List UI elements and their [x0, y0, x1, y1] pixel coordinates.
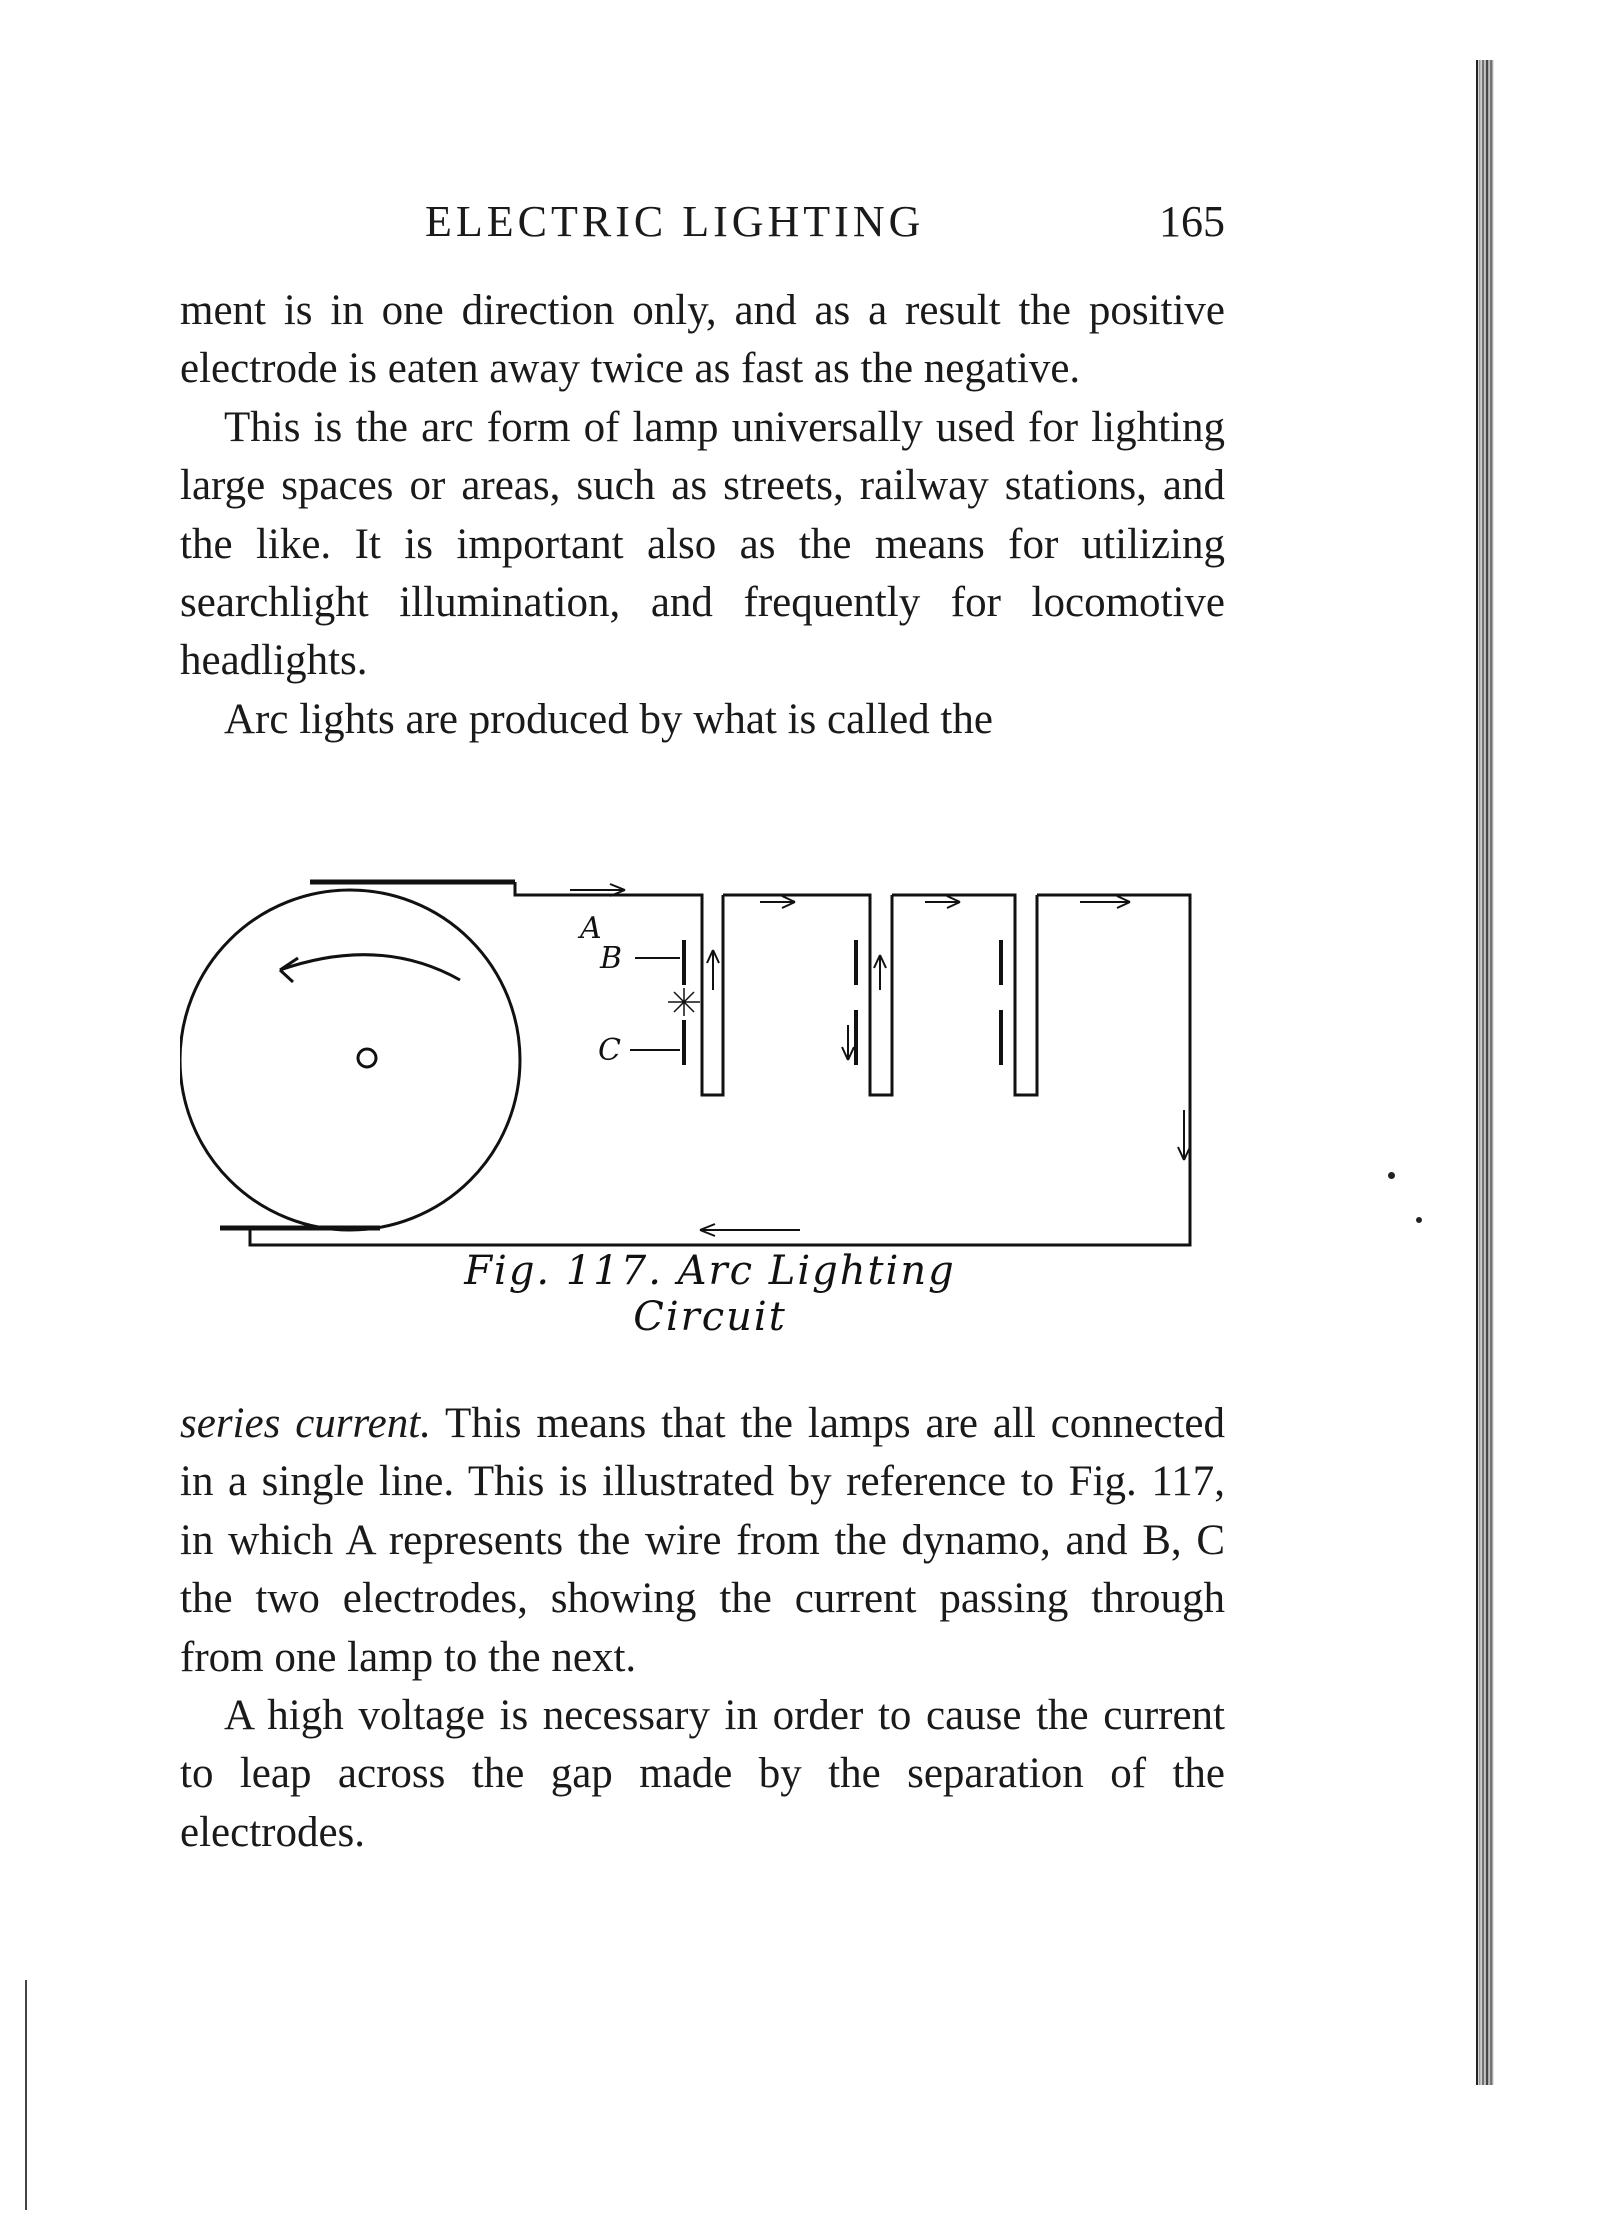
paragraph-series-current-body: This means that the lamps are all connected in a single line. This is illustrated by reference to Fig. 117, in which A represents the wire from the dynamo, and B, C the two electrodes, showing the current passing through from one lamp to the next. — [180, 1400, 1225, 1681]
current-arrow-up-1 — [707, 950, 719, 990]
dynamo-wheel — [180, 890, 520, 1230]
page-number: 165 — [1159, 197, 1225, 246]
current-arrow-2 — [760, 896, 795, 908]
current-arrow-down-2 — [842, 1025, 854, 1060]
current-arrow-4 — [1080, 896, 1130, 908]
arc-spark — [668, 988, 700, 1016]
lamp-2-loop — [723, 895, 892, 1095]
current-arrow-return — [700, 1224, 800, 1236]
paragraph-arc-lamp-uses: This is the arc form of lamp universally used for lighting large spaces or areas, such as streets, railway stations, and the like. It is important also as the means for utilizing searchlight illumination, and frequently for locomotive headlights. — [180, 403, 1225, 685]
running-title: ELECTRIC LIGHTING — [425, 197, 925, 246]
current-arrow-3 — [925, 896, 960, 908]
rotation-arrow-head — [280, 958, 298, 982]
figure-caption: Fig. 117. Arc Lighting Circuit — [464, 1248, 956, 1340]
label-b: B — [600, 941, 623, 976]
term-series-current: series current. — [180, 1400, 431, 1447]
ink-speck — [1416, 1217, 1422, 1223]
text-block-top — [180, 282, 1225, 749]
lamp-3-loop — [892, 895, 1037, 1095]
current-arrow-up-2 — [874, 955, 886, 990]
ink-speck — [1388, 1172, 1395, 1179]
paragraph-high-voltage: A high voltage is necessary in order to cause the current to leap across the gap made by the separation of the electrodes. — [180, 1692, 1225, 1856]
left-margin-line — [25, 1980, 27, 2210]
book-spine-edge — [1476, 60, 1494, 2085]
running-head — [180, 196, 1225, 256]
label-c: C — [598, 1033, 621, 1068]
paragraph-series-current — [180, 1395, 1225, 1687]
current-arrow-down-return — [1178, 1110, 1190, 1160]
label-a: A — [580, 911, 602, 946]
dynamo-hub — [358, 1049, 376, 1067]
text-block-bottom — [180, 1395, 1225, 1862]
rotation-arrow — [280, 955, 460, 980]
paragraph-continued: ment is in one direction only, and as a result the positive electrode is eaten away twice as fast as the negative. — [180, 287, 1225, 393]
figure-arc-lighting-circuit — [180, 860, 1225, 1340]
return-wire — [250, 895, 1190, 1245]
paragraph-arc-lights-intro: Arc lights are produced by what is called the — [224, 695, 993, 743]
